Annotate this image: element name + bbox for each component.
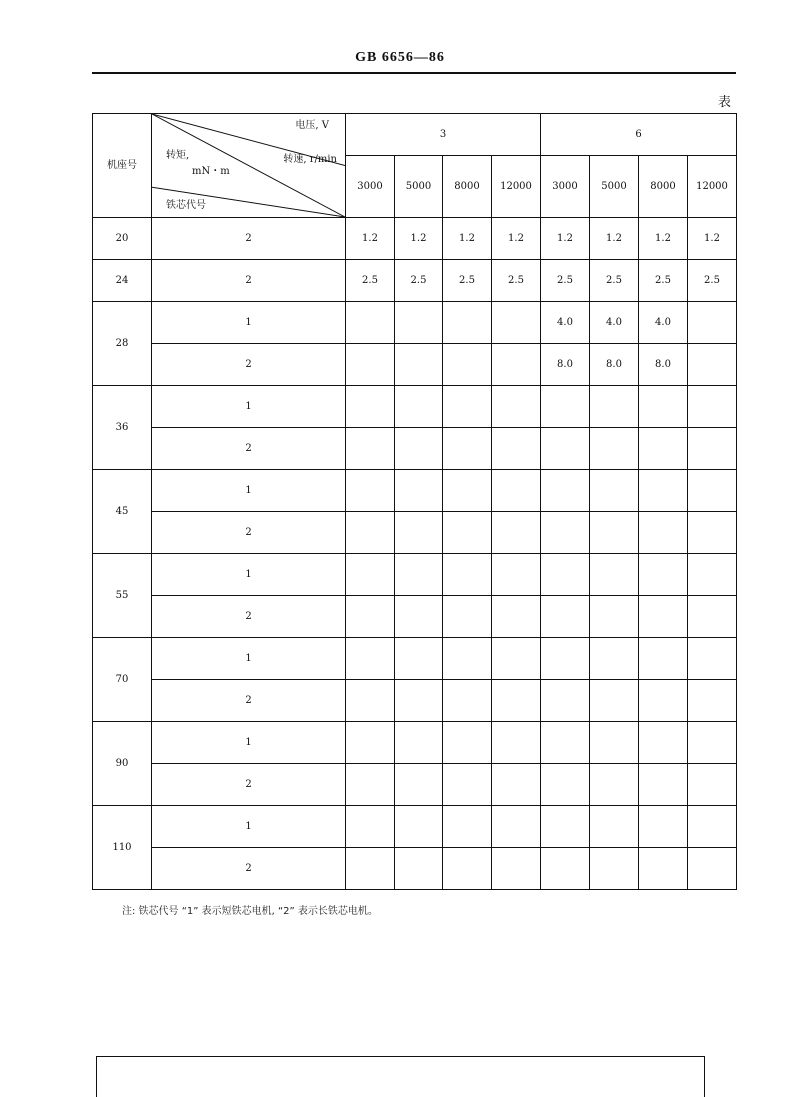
torque-value-cell [346, 470, 395, 512]
table-row [93, 344, 737, 386]
torque-value-cell [443, 470, 492, 512]
frame-no-cell: 28 [93, 302, 152, 386]
torque-value-cell [346, 764, 395, 806]
torque-value-cell [688, 806, 737, 848]
torque-value-cell: 4.0 [541, 302, 590, 344]
torque-value-cell [541, 722, 590, 764]
torque-value-cell [395, 386, 443, 428]
torque-value-cell [395, 848, 443, 890]
torque-value-cell [346, 344, 395, 386]
torque-value-cell [541, 428, 590, 470]
table-row [93, 302, 737, 344]
torque-value-cell [395, 806, 443, 848]
torque-value-cell [541, 596, 590, 638]
torque-value-cell [346, 554, 395, 596]
torque-value-cell [639, 848, 688, 890]
torque-value-cell [346, 512, 395, 554]
torque-value-cell [492, 638, 541, 680]
torque-value-cell: 1.2 [443, 218, 492, 260]
torque-value-cell [541, 638, 590, 680]
table-row [93, 638, 737, 680]
torque-value-cell: 2.5 [346, 260, 395, 302]
torque-value-cell: 2.5 [688, 260, 737, 302]
core-code-cell: 1 [152, 554, 346, 596]
core-code-cell: 2 [152, 512, 346, 554]
frame-no-cell: 70 [93, 638, 152, 722]
torque-value-cell [346, 428, 395, 470]
torque-value-cell [492, 470, 541, 512]
frame-no-cell: 90 [93, 722, 152, 806]
core-code-cell: 2 [152, 596, 346, 638]
torque-value-cell: 8.0 [639, 344, 688, 386]
torque-unit-label: mN・m [192, 166, 230, 177]
torque-value-cell [395, 680, 443, 722]
table-label: 表 [718, 95, 732, 110]
torque-value-cell [590, 512, 639, 554]
torque-value-cell [688, 554, 737, 596]
torque-value-cell [590, 764, 639, 806]
table-row [93, 680, 737, 722]
table-row [93, 806, 737, 848]
voltage-axis-label: 电压, V [295, 120, 329, 131]
torque-value-cell [346, 596, 395, 638]
diagonal-header-cell [152, 114, 346, 218]
torque-value-cell [639, 722, 688, 764]
torque-value-cell [590, 680, 639, 722]
torque-value-cell [395, 344, 443, 386]
torque-value-cell [492, 596, 541, 638]
torque-value-cell [492, 554, 541, 596]
torque-value-cell [639, 680, 688, 722]
torque-value-cell [541, 680, 590, 722]
core-code-cell: 1 [152, 806, 346, 848]
torque-value-cell [395, 554, 443, 596]
torque-value-cell: 4.0 [590, 302, 639, 344]
torque-value-cell [590, 722, 639, 764]
speed-header-cell: 3000 [346, 156, 395, 218]
torque-value-cell [688, 638, 737, 680]
torque-value-cell [590, 470, 639, 512]
core-code-axis-label: 铁芯代号 [166, 200, 206, 211]
table-row [93, 554, 737, 596]
speed-header-cell: 5000 [395, 156, 443, 218]
torque-value-cell [688, 344, 737, 386]
torque-value-cell: 1.2 [346, 218, 395, 260]
torque-value-cell [395, 470, 443, 512]
torque-value-cell [541, 512, 590, 554]
core-code-cell: 2 [152, 848, 346, 890]
torque-value-cell [639, 764, 688, 806]
table-row [93, 848, 737, 890]
torque-value-cell [395, 512, 443, 554]
torque-value-cell [395, 596, 443, 638]
torque-spec-table [92, 113, 737, 890]
torque-value-cell: 4.0 [639, 302, 688, 344]
torque-value-cell [443, 806, 492, 848]
torque-value-cell: 1.2 [541, 218, 590, 260]
torque-value-cell [492, 848, 541, 890]
core-code-cell: 1 [152, 386, 346, 428]
torque-value-cell [639, 554, 688, 596]
speed-header-cell: 5000 [590, 156, 639, 218]
torque-value-cell [443, 386, 492, 428]
torque-value-cell: 8.0 [541, 344, 590, 386]
torque-value-cell [541, 554, 590, 596]
torque-value-cell [443, 596, 492, 638]
torque-value-cell [492, 680, 541, 722]
torque-value-cell [639, 386, 688, 428]
torque-value-cell: 1.2 [395, 218, 443, 260]
core-code-cell: 1 [152, 302, 346, 344]
torque-value-cell [395, 638, 443, 680]
core-code-cell: 1 [152, 470, 346, 512]
torque-value-cell [541, 764, 590, 806]
torque-value-cell [688, 302, 737, 344]
torque-value-cell [688, 848, 737, 890]
torque-value-cell [688, 722, 737, 764]
torque-value-cell [443, 638, 492, 680]
torque-value-cell: 1.2 [492, 218, 541, 260]
torque-value-cell [639, 806, 688, 848]
frame-no-cell: 55 [93, 554, 152, 638]
torque-value-cell [590, 848, 639, 890]
torque-value-cell [590, 386, 639, 428]
torque-value-cell [590, 638, 639, 680]
voltage-group-header: 6 [541, 114, 737, 156]
torque-value-cell: 2.5 [443, 260, 492, 302]
speed-header-cell: 12000 [688, 156, 737, 218]
torque-value-cell [346, 722, 395, 764]
voltage-group-header: 3 [346, 114, 541, 156]
speed-header-cell: 12000 [492, 156, 541, 218]
table-row [93, 260, 737, 302]
torque-value-cell [346, 680, 395, 722]
speed-axis-label: 转速, r/min [283, 154, 337, 165]
torque-value-cell [492, 428, 541, 470]
torque-value-cell [395, 302, 443, 344]
torque-value-cell [492, 806, 541, 848]
torque-value-cell [688, 596, 737, 638]
torque-value-cell [688, 680, 737, 722]
torque-value-cell [443, 554, 492, 596]
core-code-cell: 1 [152, 638, 346, 680]
torque-value-cell [541, 386, 590, 428]
torque-value-cell [492, 512, 541, 554]
torque-value-cell [346, 638, 395, 680]
torque-value-cell [443, 428, 492, 470]
torque-value-cell [346, 386, 395, 428]
torque-value-cell [395, 428, 443, 470]
standard-code-header: GB 6656—86 [355, 50, 445, 65]
torque-value-cell [541, 470, 590, 512]
table-footnote: 注: 铁芯代号 “1” 表示短铁芯电机, “2” 表示长铁芯电机。 [122, 906, 378, 917]
table-row [93, 722, 737, 764]
spec-table-container [92, 113, 736, 890]
torque-value-cell [346, 806, 395, 848]
torque-value-cell [541, 806, 590, 848]
torque-value-cell: 2.5 [639, 260, 688, 302]
torque-value-cell: 8.0 [590, 344, 639, 386]
header-rule [92, 72, 736, 74]
table-row [93, 764, 737, 806]
torque-value-cell [443, 302, 492, 344]
torque-value-cell [639, 512, 688, 554]
frame-no-cell: 45 [93, 470, 152, 554]
table-row [93, 470, 737, 512]
core-code-cell: 2 [152, 344, 346, 386]
core-code-cell: 2 [152, 680, 346, 722]
torque-value-cell: 1.2 [688, 218, 737, 260]
torque-axis-label: 转矩, [166, 150, 190, 161]
torque-value-cell: 1.2 [639, 218, 688, 260]
torque-value-cell [688, 470, 737, 512]
torque-value-cell [492, 344, 541, 386]
torque-value-cell [492, 302, 541, 344]
torque-value-cell [395, 722, 443, 764]
core-code-cell: 2 [152, 260, 346, 302]
table-row [93, 428, 737, 470]
torque-value-cell [443, 848, 492, 890]
torque-value-cell [590, 806, 639, 848]
core-code-cell: 2 [152, 764, 346, 806]
torque-value-cell [443, 512, 492, 554]
table-row [93, 386, 737, 428]
core-code-cell: 2 [152, 428, 346, 470]
torque-value-cell [443, 680, 492, 722]
table-row [93, 512, 737, 554]
torque-value-cell [492, 722, 541, 764]
torque-value-cell [688, 428, 737, 470]
torque-value-cell [688, 512, 737, 554]
frame-no-cell: 36 [93, 386, 152, 470]
torque-value-cell [688, 386, 737, 428]
core-code-cell: 1 [152, 722, 346, 764]
frame-no-cell: 110 [93, 806, 152, 890]
torque-value-cell: 2.5 [541, 260, 590, 302]
frame-no-cell: 20 [93, 218, 152, 260]
torque-value-cell [443, 344, 492, 386]
torque-value-cell [590, 428, 639, 470]
torque-value-cell [590, 596, 639, 638]
speed-header-cell: 3000 [541, 156, 590, 218]
torque-value-cell [346, 302, 395, 344]
torque-value-cell [443, 764, 492, 806]
torque-value-cell [395, 764, 443, 806]
torque-value-cell [688, 764, 737, 806]
torque-value-cell [639, 470, 688, 512]
torque-value-cell [639, 638, 688, 680]
torque-value-cell [492, 386, 541, 428]
torque-value-cell: 1.2 [590, 218, 639, 260]
table-row [93, 596, 737, 638]
torque-value-cell [590, 554, 639, 596]
speed-header-cell: 8000 [443, 156, 492, 218]
torque-value-cell [639, 428, 688, 470]
torque-value-cell [541, 848, 590, 890]
speed-header-cell: 8000 [639, 156, 688, 218]
frame-no-cell: 24 [93, 260, 152, 302]
core-code-cell: 2 [152, 218, 346, 260]
frame-no-header: 机座号 [93, 114, 152, 218]
torque-value-cell: 2.5 [395, 260, 443, 302]
torque-value-cell: 2.5 [492, 260, 541, 302]
torque-value-cell [346, 848, 395, 890]
torque-value-cell [492, 764, 541, 806]
torque-value-cell [443, 722, 492, 764]
torque-value-cell: 2.5 [590, 260, 639, 302]
table-row [93, 218, 737, 260]
torque-value-cell [639, 596, 688, 638]
